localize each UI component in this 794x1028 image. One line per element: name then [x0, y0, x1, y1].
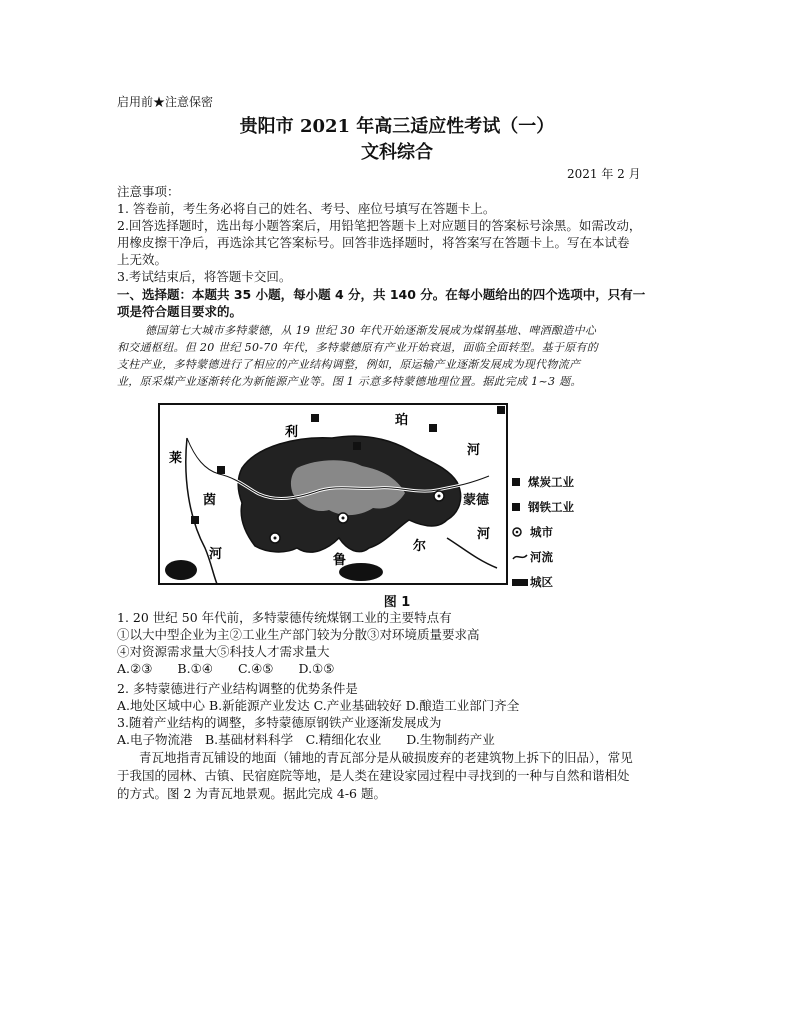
passage-1-line-3: 支柱产业，多特蒙德进行了相应的产业结构调整，例如，原运输产业逐渐发展成为现代物流产 [117, 358, 581, 371]
steel-marker [191, 516, 199, 524]
section-1-heading-line-2: 项是符合题目要求的。 [117, 304, 243, 319]
urban-rect-icon [512, 579, 528, 586]
map-label-po: 珀 [395, 413, 409, 428]
figure-1-caption: 图 1 [383, 595, 411, 610]
passage-1-line-1: 德国第七大城市多特蒙德，从 19 世纪 30 年代开始逐渐发展成为煤钢基地、啤酒酿造中心 [145, 324, 597, 337]
map-label-li: 利 [285, 425, 299, 440]
note-2-line-2: 用橡皮擦干净后，再选涂其它答案标号。回答非选择题时，将答案写在答题卡上。写在本试卷 [117, 235, 630, 250]
map-label-he-1: 河 [467, 443, 481, 458]
passage-2-line-1: 青瓦地指青瓦铺设的地面（铺地的青瓦部分是从破损废弃的老建筑物上拆下的旧品），常见 [139, 750, 633, 765]
note-2-line-1: 2.回答选择题时，选出每小题答案后，用铅笔把答题卡上对应题目的答案标号涂黑。如需改动， [117, 218, 642, 233]
map-label-lai: 莱 [169, 451, 183, 466]
passage-1-line-2: 和交通枢纽。但 20 世纪 50-70 年代，多特蒙德原有产业开始衰退，面临全面转型。基于原有的 [117, 341, 599, 354]
map-label-dortmund: 蒙德 [463, 493, 490, 508]
exam-date: 2021 年 2 月 [567, 167, 641, 181]
note-1: 1. 答卷前，考生务必将自己的姓名、考号、座位号填写在答题卡上。 [117, 201, 496, 216]
steel-marker [311, 414, 319, 422]
q2-choices: A.地处区域中心 B.新能源产业发达 C.产业基础较好 D.酿造工业部门齐全 [117, 698, 520, 713]
note-3: 3.考试结束后，将答题卡交回。 [117, 269, 292, 284]
city-circle-icon [512, 527, 522, 537]
map-label-he-3: 河 [477, 527, 491, 542]
confidential-notice: 启用前★注意保密 [117, 95, 214, 109]
q1-options-line-2: ④对资源需求量大⑤科技人才需求量大 [117, 644, 330, 659]
q3-stem: 3.随着产业结构的调整，多特蒙德原钢铁产业逐渐发展成为 [117, 715, 442, 730]
notes-heading: 注意事项： [117, 184, 180, 199]
section-1-heading-line-1: 一、选择题：本题共 35 小题，每小题 4 分，共 140 分。在每小题给出的四个选项中，只有一 [117, 287, 646, 302]
river-line-icon [512, 552, 528, 562]
exam-title: 贵阳市 2021 年高三适应性考试（一） [239, 116, 555, 137]
urban-blob-sw [165, 560, 197, 580]
q1-stem: 1. 20 世纪 50 年代前，多特蒙德传统煤钢工业的主要特点有 [117, 610, 452, 625]
legend-river: 河流 [512, 549, 553, 565]
steel-square-icon [512, 503, 520, 511]
map-label-lu: 鲁 [333, 553, 347, 568]
coal-square-icon [512, 478, 520, 486]
figure-1-map [147, 398, 567, 590]
legend-coal: 煤炭工业 [512, 474, 574, 490]
passage-1-line-4: 业，原采煤产业逐渐转化为新能源产业等。图 1 示意多特蒙德地理位置。据此完成 1~3 题。 [117, 375, 582, 388]
q2-stem: 2. 多特蒙德进行产业结构调整的优势条件是 [117, 681, 358, 696]
map-label-he-2: 河 [209, 547, 223, 562]
map-svg [147, 398, 567, 590]
legend-steel: 钢铁工业 [512, 499, 574, 515]
legend-city: 城市 [512, 524, 553, 540]
note-2-line-3: 上无效。 [117, 252, 168, 267]
q1-options-line-1: ①以大中型企业为主②工业生产部门较为分散③对环境质量要求高 [117, 627, 480, 642]
map-label-er: 尔 [413, 539, 427, 554]
q3-choices: A.电子物流港 B.基础材料科学 C.精细化农业 D.生物制药产业 [117, 732, 495, 747]
passage-2-line-3: 的方式。图 2 为青瓦地景观。据此完成 4-6 题。 [117, 786, 386, 801]
steel-marker [429, 424, 437, 432]
steel-marker [217, 466, 225, 474]
exam-subtitle: 文科综合 [361, 142, 433, 163]
map-label-yin: 茵 [203, 493, 217, 508]
steel-marker [353, 442, 361, 450]
q1-choices: A.②③ B.①④ C.④⑤ D.①⑤ [117, 661, 335, 676]
legend-urban: 城区 [512, 574, 553, 590]
steel-marker [497, 406, 505, 414]
passage-2-line-2: 于我国的园林、古镇、民宿庭院等地，是人类在建设家园过程中寻找到的一种与自然和谐相处 [117, 768, 630, 783]
